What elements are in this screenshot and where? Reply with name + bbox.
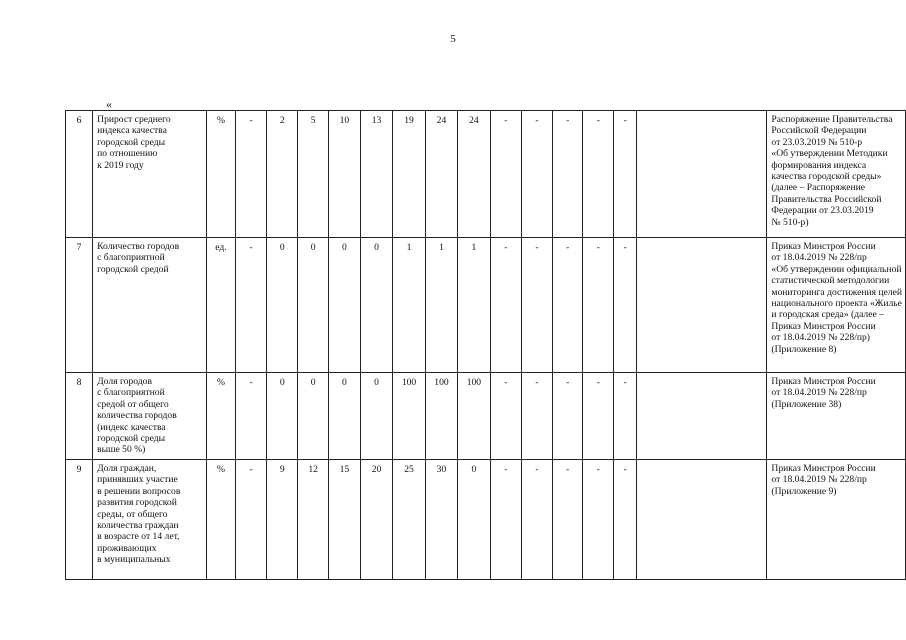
value-cell: -: [614, 238, 637, 373]
value-cell: -: [521, 238, 552, 373]
indicator-name-line: к 2019 году: [97, 159, 144, 171]
indicator-name-line: в возрасте от 14 лет,: [97, 531, 180, 543]
value-cell: -: [490, 238, 521, 373]
source-line: Правительства Российской: [771, 193, 882, 205]
source-line: Приказ Минстроя России: [771, 241, 876, 252]
indicator-name-line: в решении вопросов: [97, 485, 181, 497]
value-cell: 20: [360, 460, 392, 580]
unit-cell: %: [206, 460, 235, 580]
indicator-name-line: Доля граждан,: [97, 463, 157, 474]
value-cell: -: [235, 238, 266, 373]
indicator-name-line: средой от общего: [97, 398, 169, 410]
source-line: от 23.03.2019 № 510-р: [771, 136, 863, 148]
value-cell: -: [583, 238, 614, 373]
value-cell: 5: [298, 111, 328, 238]
indicator-name-line: индекса качества: [97, 125, 167, 137]
unit-cell: %: [206, 373, 235, 460]
value-cell: 0: [298, 238, 328, 373]
source-line: от 18.04.2019 № 228/пр: [771, 474, 867, 486]
source-line: от 18.04.2019 № 228/пр: [771, 252, 867, 264]
row-number: 7: [66, 238, 93, 373]
indicator-name-line: с благоприятной: [97, 252, 165, 264]
indicator-name-line: принявших участие: [97, 474, 178, 486]
value-cell: 0: [267, 238, 298, 373]
indicator-name-line: по отношению: [97, 148, 158, 160]
value-cell: -: [553, 373, 583, 460]
source-cell: [767, 238, 906, 373]
value-cell: -: [553, 111, 583, 238]
value-cell: -: [521, 111, 552, 238]
source-line: мониторинга достижения целей: [771, 286, 902, 298]
value-cell: 30: [425, 460, 457, 580]
value-cell: -: [521, 460, 552, 580]
value-cell: 0: [457, 460, 490, 580]
value-cell: 0: [328, 238, 360, 373]
value-cell: 0: [267, 373, 298, 460]
value-cell: 1: [393, 238, 426, 373]
source-line: качества городской среды»: [771, 171, 882, 183]
value-cell: -: [521, 373, 552, 460]
source-line: от 18.04.2019 № 228/пр): [771, 332, 870, 344]
source-line: (Приложение 9): [771, 485, 837, 497]
source-line: (Приложение 8): [771, 343, 837, 355]
value-cell: -: [583, 460, 614, 580]
indicator-name-line: количества граждан: [97, 520, 179, 532]
indicator-name-line: (индекс качества: [97, 421, 166, 433]
source-line: национального проекта «Жилье: [771, 298, 902, 310]
value-cell: 0: [360, 238, 392, 373]
value-cell: 100: [457, 373, 490, 460]
indicator-name-line: развития городской: [97, 497, 177, 509]
indicator-name: [93, 373, 207, 460]
value-cell: -: [583, 373, 614, 460]
source-line: от 18.04.2019 № 228/пр: [771, 387, 867, 399]
source-line: Приказ Минстроя России: [771, 463, 876, 474]
value-cell: 24: [425, 111, 457, 238]
indicator-name-line: городской среды: [97, 433, 166, 445]
value-cell: -: [614, 373, 637, 460]
source-line: статистической методологии: [771, 275, 890, 287]
table-row: [66, 111, 906, 238]
value-cell: -: [235, 373, 266, 460]
source-cell: [767, 373, 906, 460]
source-line: № 510-р): [771, 216, 809, 228]
source-line: «Об утверждении официальной: [771, 263, 902, 275]
value-cell: -: [553, 460, 583, 580]
indicator-name-line: городской средой: [97, 263, 169, 275]
indicator-name-line: городской среды: [97, 136, 166, 148]
indicator-name-line: Прирост среднего: [97, 114, 171, 125]
opening-quote: «: [106, 97, 112, 111]
value-cell: 1: [457, 238, 490, 373]
value-cell: 0: [360, 373, 392, 460]
empty-cell: [637, 238, 767, 373]
value-cell: -: [490, 460, 521, 580]
indicator-name-line: среды, от общего: [97, 508, 168, 520]
source-line: Федерации от 23.03.2019: [771, 205, 874, 217]
page-number: 5: [450, 33, 456, 45]
value-cell: 100: [425, 373, 457, 460]
value-cell: -: [553, 238, 583, 373]
unit-cell: ед.: [206, 238, 235, 373]
value-cell: -: [614, 111, 637, 238]
value-cell: -: [490, 111, 521, 238]
source-line: Распоряжение Правительства: [771, 114, 893, 125]
source-line: и городская среда» (далее –: [771, 309, 884, 321]
row-number: 9: [66, 460, 93, 580]
indicator-name: [93, 111, 207, 238]
value-cell: 0: [328, 373, 360, 460]
indicator-name-line: в муниципальных: [97, 554, 171, 566]
indicator-name: [93, 460, 207, 580]
indicator-name-line: выше 50 %): [97, 444, 146, 456]
value-cell: 15: [328, 460, 360, 580]
value-cell: -: [235, 460, 266, 580]
indicator-name-line: с благоприятной: [97, 387, 165, 399]
value-cell: 10: [328, 111, 360, 238]
indicator-name-line: количества городов: [97, 410, 177, 422]
value-cell: -: [235, 111, 266, 238]
source-line: формирования индекса: [771, 159, 867, 171]
source-cell: [767, 460, 906, 580]
value-cell: 13: [360, 111, 392, 238]
value-cell: -: [490, 373, 521, 460]
table-row: [66, 373, 906, 460]
value-cell: 25: [393, 460, 426, 580]
table-row: [66, 238, 906, 373]
unit-cell: %: [206, 111, 235, 238]
empty-cell: [637, 111, 767, 238]
source-cell: [767, 111, 906, 238]
empty-cell: [637, 373, 767, 460]
source-line: (Приложение 38): [771, 398, 842, 410]
indicator-name-line: Количество городов: [97, 241, 180, 252]
value-cell: 24: [457, 111, 490, 238]
value-cell: 9: [267, 460, 298, 580]
empty-cell: [637, 460, 767, 580]
value-cell: 2: [267, 111, 298, 238]
row-number: 8: [66, 373, 93, 460]
row-number: 6: [66, 111, 93, 238]
source-line: Российской Федерации: [771, 125, 867, 137]
value-cell: 1: [425, 238, 457, 373]
value-cell: 12: [298, 460, 328, 580]
source-line: Приказ Минстроя России: [771, 320, 876, 332]
source-line: «Об утверждении Методики: [771, 148, 888, 160]
value-cell: 100: [393, 373, 426, 460]
table-row: [66, 460, 906, 580]
source-line: Приказ Минстроя России: [771, 376, 876, 387]
indicator-name-line: проживающих: [97, 542, 157, 554]
source-line: (далее – Распоряжение: [771, 182, 866, 194]
value-cell: -: [614, 460, 637, 580]
indicators-table: [65, 110, 906, 580]
value-cell: 0: [298, 373, 328, 460]
value-cell: -: [583, 111, 614, 238]
indicator-name-line: Доля городов: [97, 376, 152, 387]
indicator-name: [93, 238, 207, 373]
value-cell: 19: [393, 111, 426, 238]
